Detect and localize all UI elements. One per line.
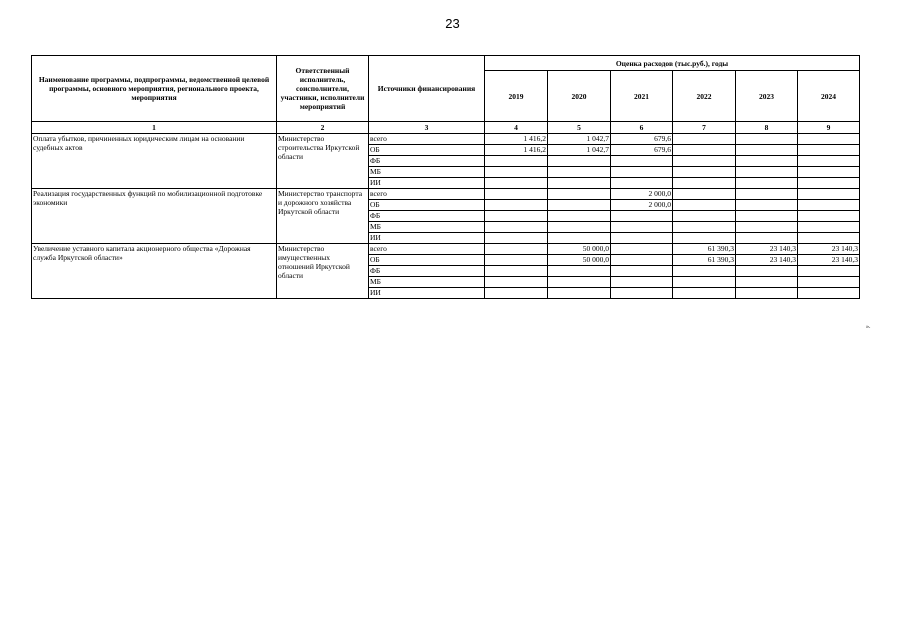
funding-source: МБ bbox=[369, 277, 485, 288]
expense-value bbox=[485, 288, 548, 299]
measure-executor: Министерство строительства Иркутской области bbox=[277, 134, 369, 189]
expense-value: 61 390,3 bbox=[673, 255, 736, 266]
funding-source: ОБ bbox=[369, 145, 485, 156]
expense-value: 679,6 bbox=[611, 145, 673, 156]
column-number: 8 bbox=[736, 122, 798, 134]
expense-value bbox=[798, 145, 860, 156]
page-number: 23 bbox=[445, 16, 460, 31]
expense-value bbox=[798, 189, 860, 200]
expense-value: 679,6 bbox=[611, 134, 673, 145]
measure-name: Реализация государственных функций по мобилизационной подготовке экономики bbox=[32, 189, 277, 244]
expense-value bbox=[485, 277, 548, 288]
expense-value bbox=[798, 266, 860, 277]
funding-source: ФБ bbox=[369, 266, 485, 277]
column-number: 9 bbox=[798, 122, 860, 134]
expense-value bbox=[736, 288, 798, 299]
expense-value bbox=[485, 244, 548, 255]
expense-value: 23 140,3 bbox=[798, 255, 860, 266]
column-number: 6 bbox=[611, 122, 673, 134]
header-sources: Источники финансирования bbox=[369, 56, 485, 122]
expense-value bbox=[673, 134, 736, 145]
expense-value: 23 140,3 bbox=[736, 255, 798, 266]
expense-value bbox=[673, 222, 736, 233]
expense-value: 1 416,2 bbox=[485, 145, 548, 156]
expense-value: 61 390,3 bbox=[673, 244, 736, 255]
column-number: 3 bbox=[369, 122, 485, 134]
expense-value bbox=[736, 222, 798, 233]
expense-value: 2 000,0 bbox=[611, 200, 673, 211]
expense-value bbox=[736, 189, 798, 200]
table-row bbox=[32, 189, 860, 200]
expense-value: 23 140,3 bbox=[736, 244, 798, 255]
expense-value bbox=[611, 178, 673, 189]
expense-value: 23 140,3 bbox=[798, 244, 860, 255]
expense-value bbox=[611, 266, 673, 277]
expense-value bbox=[736, 266, 798, 277]
expense-value bbox=[548, 288, 611, 299]
funding-source: ФБ bbox=[369, 156, 485, 167]
expense-value bbox=[485, 233, 548, 244]
expense-value bbox=[798, 200, 860, 211]
expense-value bbox=[485, 255, 548, 266]
expense-value bbox=[798, 156, 860, 167]
expense-value bbox=[673, 288, 736, 299]
expense-value bbox=[736, 178, 798, 189]
column-number: 5 bbox=[548, 122, 611, 134]
expense-value bbox=[736, 145, 798, 156]
expense-value bbox=[673, 233, 736, 244]
expense-value bbox=[673, 178, 736, 189]
expense-value bbox=[611, 255, 673, 266]
funding-source: ИИ bbox=[369, 233, 485, 244]
expense-value bbox=[548, 233, 611, 244]
header-name: Наименование программы, подпрограммы, ведомственной целевой программы, основного мероприятия, регионального проекта, мероприятия bbox=[32, 56, 277, 122]
expense-value bbox=[673, 200, 736, 211]
table-row bbox=[32, 134, 860, 145]
measure-name: Увеличение уставного капитала акционерного общества «Дорожная служба Иркутской области» bbox=[32, 244, 277, 299]
expense-value bbox=[548, 189, 611, 200]
funding-source: всего bbox=[369, 134, 485, 145]
expense-value bbox=[611, 277, 673, 288]
header-year: 2023 bbox=[736, 71, 798, 122]
expense-value bbox=[736, 200, 798, 211]
funding-source: всего bbox=[369, 244, 485, 255]
expense-value: 1 042,7 bbox=[548, 134, 611, 145]
expense-value bbox=[611, 167, 673, 178]
expense-value bbox=[611, 222, 673, 233]
header-year: 2022 bbox=[673, 71, 736, 122]
expense-value bbox=[485, 167, 548, 178]
expense-value bbox=[798, 233, 860, 244]
expense-value bbox=[548, 167, 611, 178]
expense-table bbox=[31, 55, 860, 299]
header-year: 2024 bbox=[798, 71, 860, 122]
expense-value bbox=[673, 156, 736, 167]
expense-value bbox=[736, 156, 798, 167]
column-number-row bbox=[32, 122, 860, 134]
expense-value bbox=[673, 211, 736, 222]
funding-source: ИИ bbox=[369, 178, 485, 189]
funding-source: ОБ bbox=[369, 200, 485, 211]
header-year: 2021 bbox=[611, 71, 673, 122]
expense-value bbox=[485, 222, 548, 233]
expense-value bbox=[548, 156, 611, 167]
expense-value bbox=[548, 277, 611, 288]
expense-value bbox=[798, 277, 860, 288]
expense-value bbox=[673, 145, 736, 156]
expense-value bbox=[798, 134, 860, 145]
expense-value bbox=[611, 288, 673, 299]
header-estimate: Оценка расходов (тыс.руб.), годы bbox=[485, 56, 860, 71]
expense-value bbox=[673, 277, 736, 288]
expense-value bbox=[611, 211, 673, 222]
funding-source: МБ bbox=[369, 222, 485, 233]
expense-value bbox=[736, 277, 798, 288]
expense-value bbox=[798, 222, 860, 233]
expense-value bbox=[673, 167, 736, 178]
funding-source: ИИ bbox=[369, 288, 485, 299]
expense-value bbox=[548, 200, 611, 211]
funding-source: ОБ bbox=[369, 255, 485, 266]
expense-value bbox=[673, 266, 736, 277]
expense-value bbox=[798, 178, 860, 189]
column-number: 2 bbox=[277, 122, 369, 134]
header-row bbox=[32, 56, 860, 71]
expense-value bbox=[673, 189, 736, 200]
expense-value: 1 042,7 bbox=[548, 145, 611, 156]
expense-value bbox=[798, 167, 860, 178]
expense-value bbox=[798, 288, 860, 299]
funding-source: МБ bbox=[369, 167, 485, 178]
expense-value bbox=[736, 134, 798, 145]
header-year: 2020 bbox=[548, 71, 611, 122]
measure-executor: Министерство транспорта и дорожного хозяйства Иркутской области bbox=[277, 189, 369, 244]
expense-value: 1 416,2 bbox=[485, 134, 548, 145]
expense-value bbox=[485, 178, 548, 189]
expense-value: 50 000,0 bbox=[548, 255, 611, 266]
end-quote-mark: ». bbox=[866, 324, 871, 330]
expense-value bbox=[611, 156, 673, 167]
column-number: 7 bbox=[673, 122, 736, 134]
expense-value: 2 000,0 bbox=[611, 189, 673, 200]
expense-value bbox=[548, 211, 611, 222]
column-number: 4 bbox=[485, 122, 548, 134]
expense-value bbox=[485, 266, 548, 277]
expense-value bbox=[548, 222, 611, 233]
table-row bbox=[32, 244, 860, 255]
measure-name: Оплата убытков, причиненных юридическим лицам на основании судебных актов bbox=[32, 134, 277, 189]
header-executor: Ответственный исполнитель, соисполнители, участники, исполнители мероприятий bbox=[277, 56, 369, 122]
expense-value bbox=[798, 211, 860, 222]
funding-source: всего bbox=[369, 189, 485, 200]
header-year: 2019 bbox=[485, 71, 548, 122]
expense-value: 50 000,0 bbox=[548, 244, 611, 255]
expense-value bbox=[485, 156, 548, 167]
funding-source: ФБ bbox=[369, 211, 485, 222]
column-number: 1 bbox=[32, 122, 277, 134]
expense-value bbox=[548, 266, 611, 277]
measure-executor: Министерство имущественных отношений Иркутской области bbox=[277, 244, 369, 299]
expense-value bbox=[611, 244, 673, 255]
expense-value bbox=[611, 233, 673, 244]
expense-value bbox=[485, 211, 548, 222]
expense-value bbox=[548, 178, 611, 189]
expense-value bbox=[736, 167, 798, 178]
expense-value bbox=[485, 189, 548, 200]
expense-value bbox=[485, 200, 548, 211]
expense-value bbox=[736, 233, 798, 244]
expense-value bbox=[736, 211, 798, 222]
